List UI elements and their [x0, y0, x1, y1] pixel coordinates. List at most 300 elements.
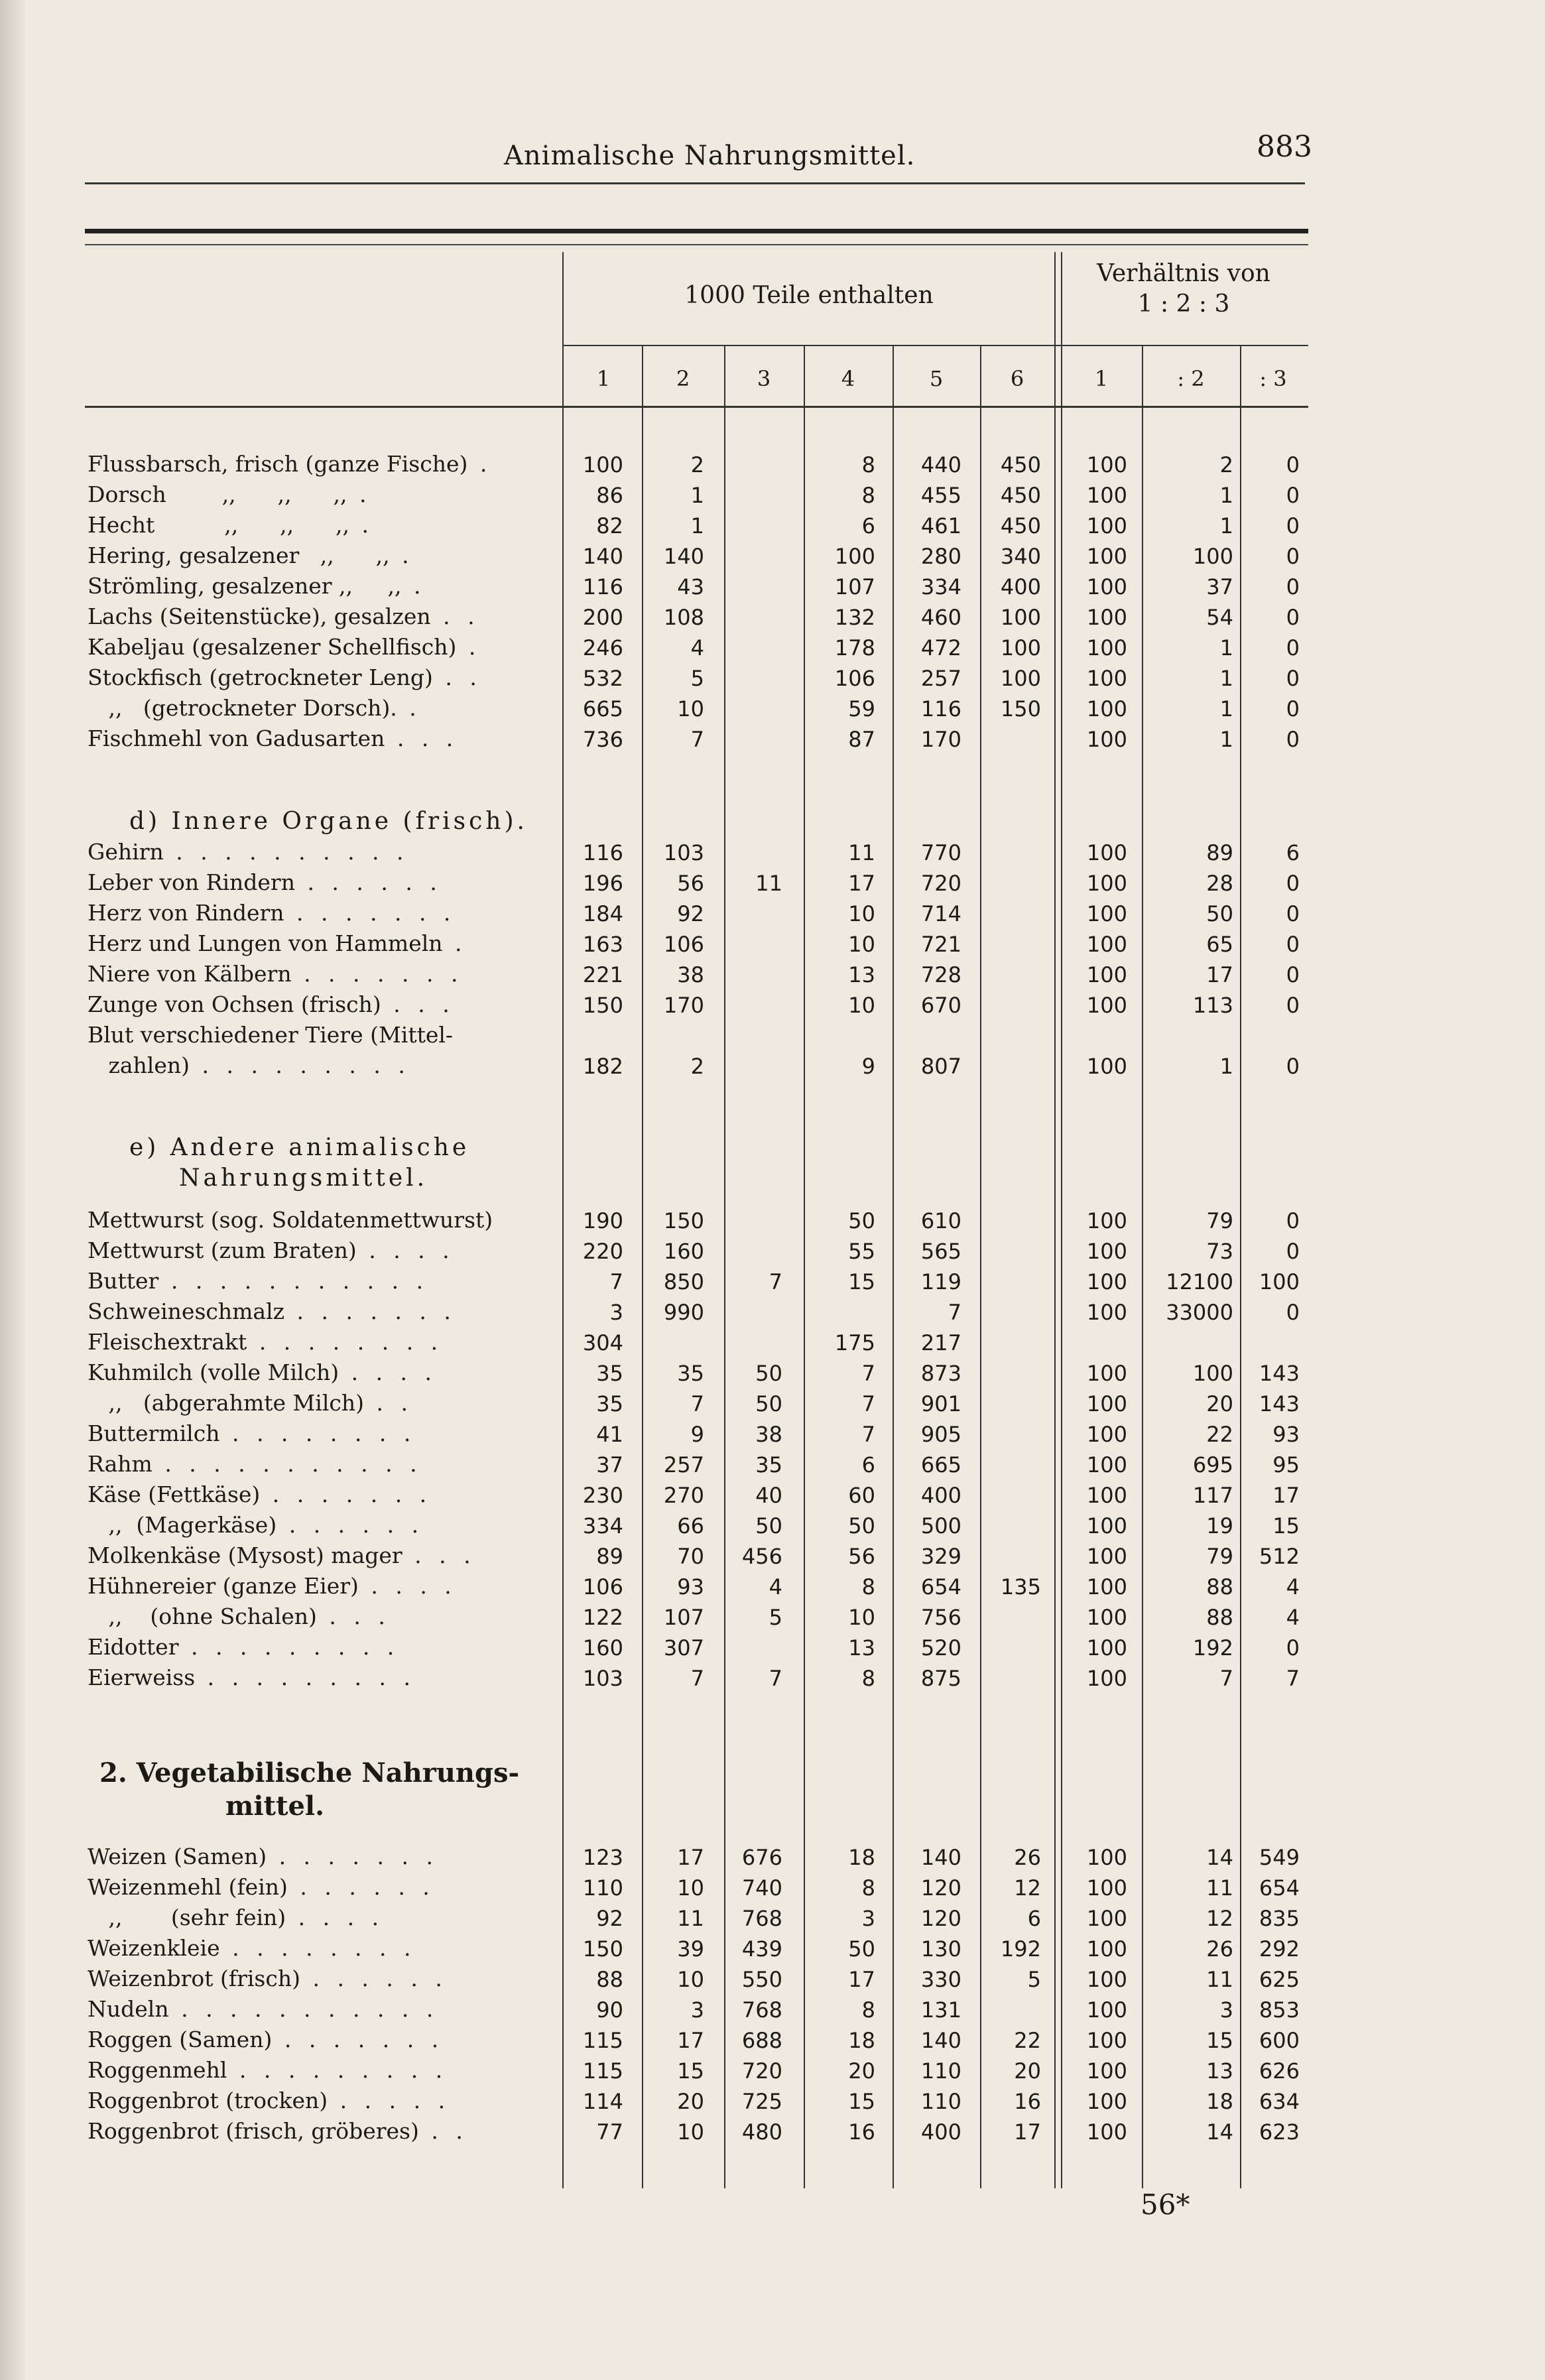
column-header-1: 1 — [596, 366, 611, 391]
table-cell: 0 — [1286, 513, 1300, 538]
row-leader-dots: . . . . . . — [294, 869, 442, 895]
table-cell: 56 — [677, 871, 704, 896]
row-label — [88, 961, 552, 987]
table-cell: 100 — [1086, 840, 1127, 865]
table-cell: 170 — [920, 727, 961, 752]
row-label-text: ,, (Magerkäse) — [88, 1512, 277, 1538]
table-cell: 16 — [848, 2119, 875, 2145]
table-cell: 50 — [755, 1513, 782, 1538]
row-leader-dots: . . . . . . . . . — [190, 1052, 410, 1078]
table-cell: 0 — [1286, 1300, 1300, 1325]
table-cell: 8 — [861, 483, 875, 508]
table-cell: 89 — [596, 1544, 623, 1569]
row-label-text: Käse (Fettkäse) — [88, 1481, 261, 1507]
table-cell: 15 — [848, 1269, 875, 1294]
table-cell: 634 — [1259, 2089, 1300, 2114]
table-cell: 100 — [1086, 1513, 1127, 1538]
table-cell: 0 — [1286, 1239, 1300, 1264]
table-cell: 850 — [663, 1269, 704, 1294]
table-cell: 7 — [690, 1391, 704, 1416]
table-cell: 807 — [920, 1054, 961, 1079]
row-label-text: Mettwurst (sog. Soldatenmettwurst) — [88, 1207, 493, 1233]
table-cell: 18 — [1206, 2089, 1233, 2114]
table-cell: 106 — [582, 1574, 623, 1599]
row-leader-dots: . . . . . . . — [284, 1298, 456, 1324]
table-cell: 17 — [1014, 2119, 1041, 2145]
row-label-text: ,, (getrockneter Dorsch). — [88, 695, 397, 721]
row-label-text: Kabeljau (gesalzener Schellfisch) — [88, 634, 457, 660]
table-cell: 9 — [690, 1422, 704, 1447]
table-cell: 117 — [1192, 1483, 1233, 1508]
row-label — [88, 1603, 552, 1629]
table-cell: 100 — [1086, 1875, 1127, 1901]
table-cell: 1 — [1219, 666, 1233, 691]
row-leader-dots: . . . . . . . . . — [227, 2057, 448, 2083]
table-cell: 100 — [1086, 1574, 1127, 1599]
table-cell: 95 — [1272, 1452, 1300, 1477]
row-leader-dots: . . . . . . . . . . . — [152, 1451, 422, 1477]
table-cell: 230 — [582, 1483, 623, 1508]
column-header-5: 5 — [929, 366, 944, 391]
row-label-text: ,, (sehr fein) — [88, 1905, 286, 1930]
table-cell: 307 — [663, 1635, 704, 1660]
table-cell: 8 — [861, 1997, 875, 2023]
row-label — [88, 869, 552, 895]
table-cell: 10 — [848, 901, 875, 926]
table-cell: 100 — [1086, 1666, 1127, 1691]
row-label — [88, 603, 552, 629]
row-label — [88, 1542, 552, 1568]
running-title: Animalische Nahrungsmittel. — [504, 141, 916, 171]
table-cell: 12 — [1206, 1906, 1233, 1931]
table-cell: 50 — [848, 1936, 875, 1962]
table-cell: 460 — [920, 605, 961, 630]
vrule-c4 — [893, 345, 894, 2188]
table-cell: 100 — [1086, 871, 1127, 896]
column-header-6: 6 — [1010, 366, 1024, 391]
table-cell: 334 — [582, 1513, 623, 1538]
row-label — [88, 695, 552, 721]
table-cell: 10 — [677, 696, 704, 721]
table-cell: 0 — [1286, 871, 1300, 896]
row-label-text: Zunge von Ochsen (frisch) — [88, 991, 381, 1017]
table-cell: 93 — [677, 1574, 704, 1599]
table-cell: 17 — [1206, 962, 1233, 987]
table-cell: 853 — [1259, 1997, 1300, 2023]
table-cell: 100 — [1086, 666, 1127, 691]
vrule-r1 — [1142, 345, 1143, 2188]
table-cell: 20 — [1206, 1391, 1233, 1416]
table-cell: 2 — [690, 452, 704, 477]
table-cell: 1 — [690, 513, 704, 538]
table-cell: 7 — [609, 1269, 623, 1294]
table-cell: 119 — [920, 1269, 961, 1294]
table-cell: 0 — [1286, 901, 1300, 926]
column-header-7: 1 — [1094, 366, 1109, 391]
row-leader-dots: . . . . . . . . — [219, 1935, 416, 1961]
table-cell: 26 — [1014, 1845, 1041, 1870]
row-label-text: ,, (ohne Schalen) — [88, 1603, 317, 1629]
table-cell: 304 — [582, 1330, 623, 1355]
table-cell: 100 — [1086, 962, 1127, 987]
table-cell: 6 — [861, 1452, 875, 1477]
table-cell: 35 — [596, 1391, 623, 1416]
table-cell: 512 — [1259, 1544, 1300, 1569]
page-number: 883 — [1257, 130, 1312, 164]
row-label — [88, 1207, 552, 1233]
table-cell: 20 — [1014, 2058, 1041, 2084]
header-group-ratio-sub: 1 : 2 : 3 — [1137, 290, 1230, 318]
table-cell: 100 — [1086, 1845, 1127, 1870]
table-cell: 50 — [755, 1361, 782, 1386]
row-label — [88, 2088, 552, 2113]
table-cell: 88 — [1206, 1574, 1233, 1599]
table-cell: 116 — [582, 574, 623, 599]
table-cell: 450 — [1000, 513, 1041, 538]
table-cell: 0 — [1286, 962, 1300, 987]
table-cell: 100 — [1086, 1997, 1127, 2023]
table-cell: 5 — [769, 1605, 782, 1630]
table-cell: 720 — [741, 2058, 782, 2084]
row-leader-dots: . — [397, 695, 422, 721]
table-cell: 623 — [1259, 2119, 1300, 2145]
table-cell: 626 — [1259, 2058, 1300, 2084]
row-label-text: Mettwurst (zum Braten) — [88, 1237, 357, 1263]
table-cell: 11 — [848, 840, 875, 865]
header-divider — [562, 345, 1308, 346]
table-cell: 106 — [663, 932, 704, 957]
table-cell: 100 — [1086, 1906, 1127, 1931]
table-cell: 73 — [1206, 1239, 1233, 1264]
row-label — [88, 1481, 552, 1507]
row-leader-dots: . . . . . . . . . . . — [168, 1996, 439, 2022]
row-label — [88, 1390, 552, 1416]
table-cell: 87 — [848, 727, 875, 752]
table-cell: 131 — [920, 1997, 961, 2023]
table-top-rule — [85, 229, 1308, 233]
row-leader-dots: . . . . . . . . — [219, 1420, 416, 1446]
row-label-text: Strömling, gesalzener ,, ,, — [88, 573, 402, 599]
row-leader-dots: . . . . — [339, 1359, 438, 1385]
table-cell: 720 — [920, 871, 961, 896]
row-label — [88, 1420, 552, 1446]
table-cell: 18 — [848, 2028, 875, 2053]
table-cell: 100 — [1086, 544, 1127, 569]
table-cell: 100 — [1000, 666, 1041, 691]
row-leader-dots: . . — [418, 2118, 468, 2144]
row-leader-dots: . . . — [385, 725, 459, 751]
table-cell: 13 — [848, 962, 875, 987]
table-cell: 736 — [582, 727, 623, 752]
header-group-parts: 1000 Teile enthalten — [684, 282, 934, 309]
table-cell: 12100 — [1166, 1269, 1233, 1294]
row-label — [88, 1844, 552, 1869]
table-cell: 100 — [1086, 1239, 1127, 1264]
vrule-c2 — [724, 345, 725, 2188]
table-cell: 7 — [861, 1422, 875, 1447]
table-cell: 59 — [848, 696, 875, 721]
table-cell: 107 — [663, 1605, 704, 1630]
table-cell: 19 — [1206, 1513, 1233, 1538]
table-cell: 7 — [769, 1666, 782, 1691]
table-cell: 140 — [920, 1845, 961, 1870]
table-cell: 100 — [1086, 1300, 1127, 1325]
table-cell: 110 — [582, 1875, 623, 1901]
table-cell: 257 — [920, 666, 961, 691]
row-label-text: Lachs (Seitenstücke), gesalzen — [88, 603, 431, 629]
table-cell: 12 — [1014, 1875, 1041, 1901]
table-cell: 15 — [848, 2089, 875, 2114]
table-cell: 143 — [1259, 1361, 1300, 1386]
table-cell: 38 — [677, 962, 704, 987]
table-cell: 0 — [1286, 483, 1300, 508]
table-cell: 37 — [596, 1452, 623, 1477]
table-cell: 114 — [582, 2089, 623, 2114]
table-cell: 35 — [677, 1361, 704, 1386]
table-cell: 1 — [1219, 696, 1233, 721]
table-cell: 14 — [1206, 2119, 1233, 2145]
table-cell: 7 — [690, 1666, 704, 1691]
row-label-text: Eierweiss — [88, 1664, 196, 1690]
table-cell: 4 — [1286, 1605, 1300, 1630]
table-cell: 714 — [920, 901, 961, 926]
row-label — [88, 1664, 552, 1690]
row-label-text: Molkenkäse (Mysost) mager — [88, 1542, 402, 1568]
row-leader-dots: . . . . . . . . . . — [163, 839, 409, 865]
row-leader-dots: . — [349, 512, 375, 538]
table-cell: 1 — [690, 483, 704, 508]
table-cell: 500 — [920, 1513, 961, 1538]
row-label — [88, 1298, 552, 1324]
row-label-text: Butter — [88, 1268, 159, 1294]
table-cell: 875 — [920, 1666, 961, 1691]
table-cell: 8 — [861, 1574, 875, 1599]
table-cell: 39 — [677, 1936, 704, 1962]
row-label-text: ,, (abgerahmte Milch) — [88, 1390, 365, 1416]
table-cell: 4 — [1286, 1574, 1300, 1599]
table-cell: 270 — [663, 1483, 704, 1508]
table-cell: 7 — [1219, 1666, 1233, 1691]
table-cell: 455 — [920, 483, 961, 508]
table-cell: 768 — [741, 1997, 782, 2023]
table-cell: 3 — [690, 1997, 704, 2023]
table-cell: 100 — [1086, 2119, 1127, 2145]
row-label-text: Herz von Rindern — [88, 900, 284, 926]
table-cell: 450 — [1000, 452, 1041, 477]
row-label-text: Weizenbrot (frisch) — [88, 1966, 300, 1991]
row-leader-dots: . . . . . . . — [284, 900, 456, 926]
table-cell: 100 — [1086, 1967, 1127, 1992]
row-leader-dots: . — [347, 481, 372, 507]
table-cell: 100 — [1086, 1452, 1127, 1477]
table-cell: 835 — [1259, 1906, 1300, 1931]
vrule-c1 — [642, 345, 643, 2188]
table-cell: 4 — [769, 1574, 782, 1599]
row-leader-dots: . . . . . . . . — [247, 1329, 444, 1355]
table-cell: 0 — [1286, 696, 1300, 721]
table-cell: 330 — [920, 1967, 961, 1992]
page-edge-shadow — [0, 0, 25, 2380]
table-cell: 8 — [861, 452, 875, 477]
row-leader-dots: . . . . . . . . . — [195, 1664, 416, 1690]
table-cell: 400 — [1000, 574, 1041, 599]
table-cell: 130 — [920, 1936, 961, 1962]
table-cell: 17 — [677, 1845, 704, 1870]
table-cell: 140 — [663, 544, 704, 569]
table-cell: 100 — [834, 544, 875, 569]
table-cell: 14 — [1206, 1845, 1233, 1870]
vrule-label — [562, 252, 564, 2188]
row-label — [88, 1268, 552, 1294]
table-cell: 520 — [920, 1635, 961, 1660]
header-rule — [85, 182, 1305, 184]
table-cell: 100 — [1086, 1936, 1127, 1962]
table-cell: 100 — [1086, 727, 1127, 752]
table-cell: 50 — [848, 1513, 875, 1538]
table-cell: 400 — [920, 1483, 961, 1508]
table-cell: 334 — [920, 574, 961, 599]
table-cell: 0 — [1286, 635, 1300, 660]
table-cell: 18 — [848, 1845, 875, 1870]
row-leader-dots: . . . . . . . — [267, 1844, 438, 1869]
table-cell: 35 — [755, 1452, 782, 1477]
row-label-text: Gehirn — [88, 839, 164, 865]
row-label — [88, 2027, 552, 2052]
column-header-8: : 2 — [1177, 366, 1205, 391]
row-leader-dots: . . . . . . — [277, 1512, 424, 1538]
table-cell: 100 — [1000, 605, 1041, 630]
table-cell: 106 — [834, 666, 875, 691]
row-label-text: Flussbarsch, frisch (ganze Fische) — [88, 451, 468, 477]
table-cell: 100 — [1086, 993, 1127, 1018]
vrule-c6b — [1061, 252, 1062, 2188]
table-cell: 115 — [582, 2028, 623, 2053]
table-cell: 472 — [920, 635, 961, 660]
table-cell: 7 — [769, 1269, 782, 1294]
table-cell: 37 — [1206, 574, 1233, 599]
row-leader-dots: . . . . . . . — [291, 961, 464, 987]
section-title-1: d) Innere Organe (frisch). — [129, 808, 528, 835]
table-cell: 0 — [1286, 1208, 1300, 1233]
row-label — [88, 1512, 552, 1538]
row-label-text: Herz und Lungen von Hammeln — [88, 930, 443, 956]
table-cell: 725 — [741, 2089, 782, 2114]
table-cell: 10 — [848, 993, 875, 1018]
section-subtitle-3: mittel. — [225, 1790, 325, 1822]
table-cell: 11 — [1206, 1967, 1233, 1992]
table-cell: 100 — [1086, 635, 1127, 660]
row-label-text: Roggenbrot (frisch, gröberes) — [88, 2118, 419, 2144]
row-label — [88, 1451, 552, 1477]
row-leader-dots: . . . — [381, 991, 455, 1017]
table-cell: 22 — [1206, 1422, 1233, 1447]
table-cell: 770 — [920, 840, 961, 865]
table-cell: 140 — [920, 2028, 961, 2053]
row-label-text: Leber von Rindern — [88, 869, 295, 895]
table-cell: 11 — [677, 1906, 704, 1931]
row-label — [88, 634, 552, 660]
table-cell: 100 — [1086, 605, 1127, 630]
row-label-text: Roggen (Samen) — [88, 2027, 273, 2052]
row-label-text: Blut verschiedener Tiere (Mittel- — [88, 1022, 454, 1048]
row-label-text: Kuhmilch (volle Milch) — [88, 1359, 340, 1385]
row-leader-dots: . . . — [402, 1542, 476, 1568]
table-cell: 92 — [677, 901, 704, 926]
table-cell: 220 — [582, 1239, 623, 1264]
table-cell: 116 — [582, 840, 623, 865]
table-cell: 79 — [1206, 1208, 1233, 1233]
table-cell: 88 — [596, 1967, 623, 1992]
table-cell: 56 — [848, 1544, 875, 1569]
table-cell: 116 — [920, 696, 961, 721]
table-cell: 196 — [582, 871, 623, 896]
table-cell: 2 — [1219, 452, 1233, 477]
table-cell: 100 — [1192, 544, 1233, 569]
row-label-text: Nudeln — [88, 1996, 169, 2022]
table-cell: 82 — [596, 513, 623, 538]
table-cell: 17 — [848, 871, 875, 896]
table-cell: 6 — [1027, 1906, 1041, 1931]
row-label-text: Weizenkleie — [88, 1935, 220, 1961]
table-cell: 50 — [848, 1208, 875, 1233]
row-label — [88, 1634, 552, 1660]
row-label — [88, 725, 552, 751]
table-cell: 200 — [582, 605, 623, 630]
table-cell: 7 — [1286, 1666, 1300, 1691]
table-cell: 100 — [1192, 1361, 1233, 1386]
row-label — [88, 1022, 552, 1048]
table-cell: 90 — [596, 1997, 623, 2023]
section-title-3: 2. Vegetabilische Nahrungs- — [99, 1757, 520, 1788]
table-cell: 8 — [861, 1666, 875, 1691]
table-cell: 13 — [848, 1635, 875, 1660]
table-cell: 100 — [1086, 574, 1127, 599]
table-cell: 175 — [834, 1330, 875, 1355]
table-cell: 549 — [1259, 1845, 1300, 1870]
vrule-c3 — [804, 345, 805, 2188]
row-label — [88, 1573, 552, 1599]
table-cell: 107 — [834, 574, 875, 599]
table-cell: 163 — [582, 932, 623, 957]
table-cell: 10 — [677, 1875, 704, 1901]
table-cell: 0 — [1286, 605, 1300, 630]
row-label — [88, 1874, 552, 1900]
table-cell: 873 — [920, 1361, 961, 1386]
table-cell: 100 — [1086, 483, 1127, 508]
table-cell: 15 — [1206, 2028, 1233, 2053]
row-label-text: Buttermilch — [88, 1420, 220, 1446]
table-cell: 77 — [596, 2119, 623, 2145]
table-cell: 1 — [1219, 1054, 1233, 1079]
table-cell: 115 — [582, 2058, 623, 2084]
table-cell: 40 — [755, 1483, 782, 1508]
table-cell: 688 — [741, 2028, 782, 2053]
table-cell: 0 — [1286, 993, 1300, 1018]
sheet-signature: 56* — [1141, 2188, 1190, 2221]
table-cell: 100 — [1000, 635, 1041, 660]
row-label — [88, 1935, 552, 1961]
table-cell: 150 — [663, 1208, 704, 1233]
row-label — [88, 2118, 552, 2144]
table-cell: 150 — [582, 1936, 623, 1962]
row-leader-dots: . . . . . . . . . . . — [158, 1268, 429, 1294]
table-cell: 93 — [1272, 1422, 1300, 1447]
table-cell: 100 — [1086, 1391, 1127, 1416]
header-bottom-rule — [85, 406, 1308, 408]
table-cell: 10 — [848, 932, 875, 957]
vrule-c5 — [980, 345, 981, 2188]
row-label — [88, 991, 552, 1017]
